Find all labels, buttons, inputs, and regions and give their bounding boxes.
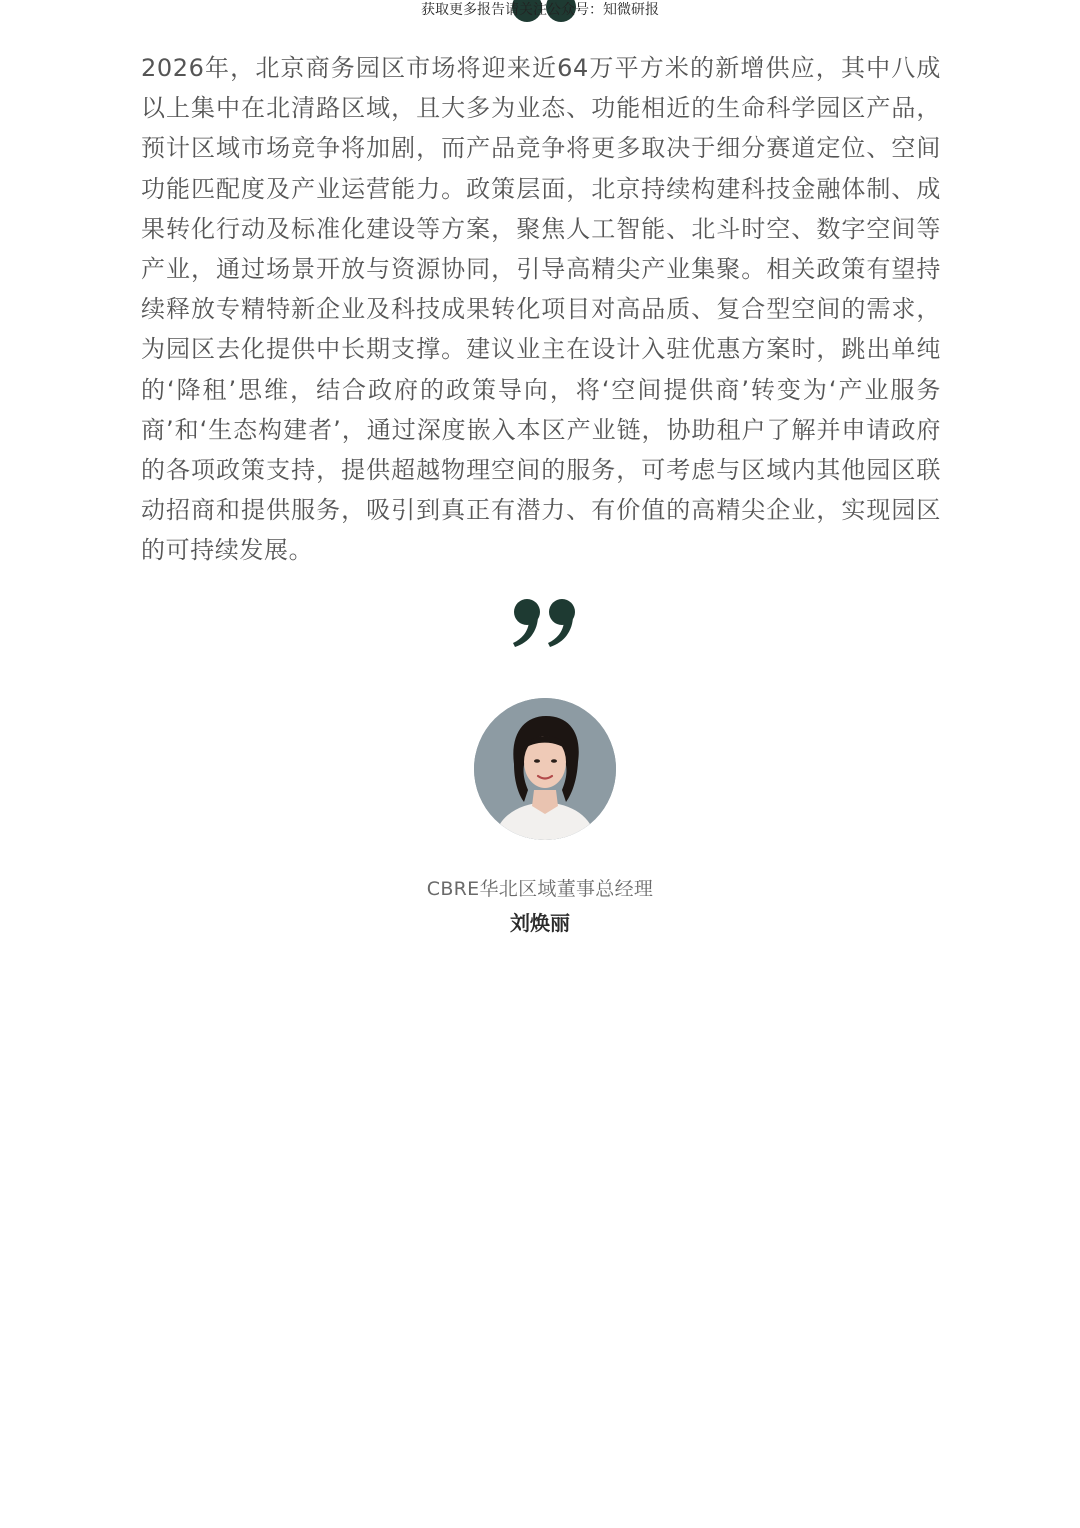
speaker-caption [0, 876, 1080, 936]
speaker-title: CBRE华北区域董事总经理 [426, 878, 654, 900]
speaker-avatar [474, 698, 616, 840]
article-paragraph: 2026年，北京商务园区市场将迎来近64万平方米的新增供应，其中八成以上集中在北清路区域，且大多为业态、功能相近的生命科学园区产品，预计区域市场竞争将加剧，而产品竞争将更多取决于细分赛道定位、空间功能匹配度及产业运营能力。政策层面，北京持续构建科技金融体制、成果转化行动及标准化建设等方案，聚焦人工智能、北斗时空、数字空间等产业，通过场景开放与资源协同，引导高精尖产业集聚。相关政策有望持续释放专精特新企业及科技成果转化项目对高品质、复合型空间的需求，为园区去化提供中长期支撑。建议业主在设计入驻优惠方案时，跳出单纯的‘降租’思维，结合政府的政策导向，将‘空间提供商’转变为‘产业服务商’和‘生态构建者’，通过深度嵌入本区产业链，协助租户了解并申请政府的各项政策支持，提供超越物理空间的服务，可考虑与区域内其他园区联动招商和提供服务，吸引到真正有潜力、有价值的高精尖企业，实现园区的可持续发展。 [141, 54, 941, 565]
speaker-name: 刘焕丽 [510, 911, 570, 935]
closing-quote-icon [512, 598, 580, 650]
watermark-text: 获取更多报告请关注公众号：知微研报 [421, 2, 659, 18]
